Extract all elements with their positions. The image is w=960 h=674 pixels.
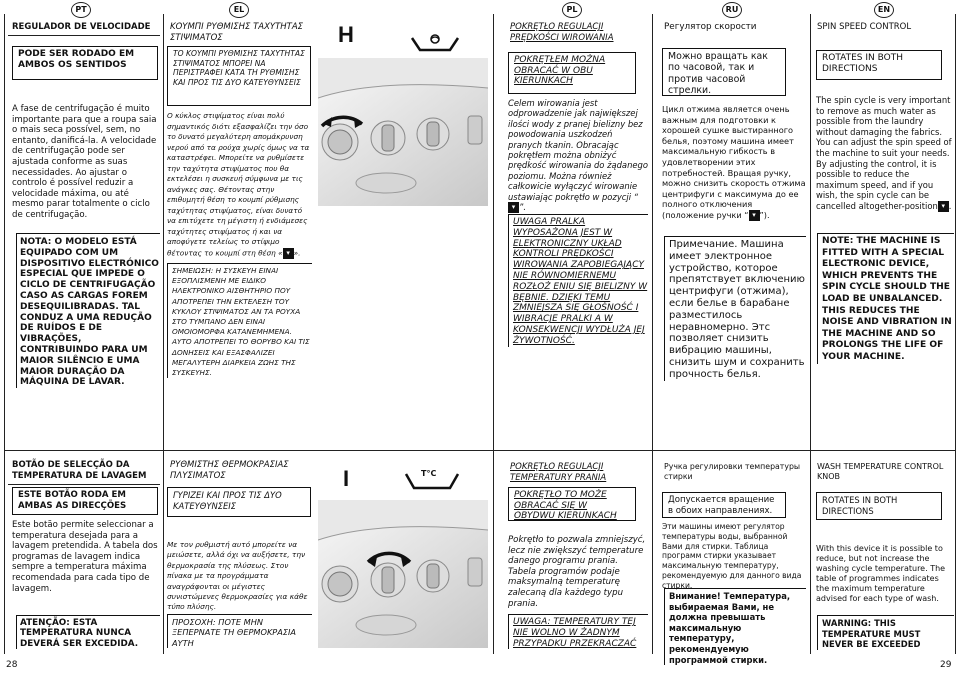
el-spin-box: ΤΟ ΚΟΥΜΠΙ ΡΥΘΜΙΣΗΣ ΤΑΧΥΤΗΤΑΣ ΣΤΙΨΙΜΑΤΟΣ ΜΠΟΡΕΙ ΝΑ ΠΕΡΙΣΤΡΑΦΕΙ ΚΑΤΑ ΤΗ ΡΥΘΜΙΣΗΣ ΚΑΙ ΠΡΟΣ ΤΙΣ ΔΥΟ ΚΑΤΕΥΘΥΝΣΕΙΣ [167,46,311,106]
en-temp-header: WASH TEMPERATURE CONTROL KNOB [817,462,944,481]
lang-badge-ru: RU [722,2,742,18]
spin-off-icon: ▾ [749,210,760,221]
en-spin-note: NOTE: THE MACHINE IS FITTED WITH A SPECIAL ELECTRONIC DEVICE, WHICH PREVENTS THE SPIN CYCLE SHOULD THE LOAD BE UNBALANCED. THIS REDUCES THE NOISE AND VIBRATION IN THE MACHINE AND SO PROLONGS THE LIFE OF YOUR MACHINE. [817,233,954,364]
lang-badge-pl: PL [562,2,582,18]
pl-spin-box: POKRĘTŁEM MOŻNA OBRACAĆ W OBU KIERUNKACH [508,52,636,94]
el-spin-body-text: Ο κύκλος στιψίματος είναι πολύ σημαντικός διότι εξασφαλίζει την όσο το δυνατό μεγαλύτερη απομάκρυνση νερού από τα ρούχα χωρίς όμως να τα καταστρέφει. Μπορείτε να ρυθμίσετε την ταχύτητα στιψίματος που θα εκτελέσει η συσκευή σύμφωνα με τις ανάγκες σας. Θέτοντας στην επιθυμητή θέση το κουμπί ρύθμισης ταχύτητας στιψίματος, είναι δυνατό να επιτύχετε τη μέγιστη ή ενδιάμεσες ταχύτητες στιψίματος ή και να αποφύγετε τελείως το στίψιμο θέτοντας το κουμπί στη θέση « [167,111,310,257]
machine-panel-illustration-bottom [318,500,488,648]
column-divider-4 [810,14,811,654]
el-spin-body-end: ». [293,248,301,257]
spin-off-icon: ▾ [283,248,294,259]
ru-spin-body-text: Цикл отжима является очень важным для подготовки к хорошей сушке выстиранного белья, поэтому машина имеет максимальную гибкость в удовлетворении этих потребностей. Вращая ручку, можно снизить скорость отжима центрифуги с максимума до ее полного отключения (положение ручки “ [662,104,806,220]
en-spin-body [816,95,954,212]
en-spin-body-text: The spin cycle is very important to remove as much water as possible from the laundry without damaging the fabrics. You can adjust the spin speed of the machine to suit your needs. By adjusting the control, it is possible to reduce the maximum speed, and if you wish, the spin cycle can be cancelled altogether-position [816,95,952,211]
section-letter-i: I [343,466,350,491]
en-temp-note: WARNING: THIS TEMPERATURE MUST NEVER BE EXCEEDED [817,615,954,650]
pt-spin-header: REGULADOR DE VELOCIDADE [8,20,160,36]
el-temp-box: ΓΥΡΙΖΕΙ ΚΑΙ ΠΡΟΣ ΤΙΣ ΔΥΟ ΚΑΤΕΥΘΥΝΣΕΙΣ [167,487,311,517]
column-divider-3 [652,14,653,654]
en-spin-header: SPIN SPEED CONTROL [817,22,912,32]
pt-temp-header: BOTÃO DE SELECÇÃO DA TEMPERATURA DE LAVAGEM [8,458,160,485]
page-number-left: 28 [6,660,18,670]
pl-temp-box: POKRĘTŁO TO MOŻE OBRACAĆ SIĘ W OBYDWU KIERUNKACH [508,487,636,521]
pl-spin-body-end: ”. [519,202,527,213]
el-spin-body [167,111,312,259]
el-spin-note: ΣΗΜΕΙΩΣΗ: Η ΣΥΣΚΕΥΗ ΕΙΝΑΙ ΕΞΟΠΛΙΣΜΕΝΗ ΜΕ ΕΙΔΙΚΟ ΗΛΕΚΤΡΟΝΙΚΟ ΑΙΣΘΗΤΗΡΙΟ ΠΟΥ ΑΠΟΤΡΕΠΕΙ ΤΗΝ ΕΚΤΕΛΕΣΗ ΤΟΥ ΚΥΚΛΟΥ ΣΤΙΨΙΜΑΤΟΣ ΑΝ ΤΑ ΡΟΥΧΑ ΣΤΟ ΤΥΜΠΑΝΟ ΔΕΝ ΕΙΝΑΙ ΟΜΟΙΟΜΟΡΦΑ ΚΑΤΑΝΕΜΗΜΕΝΑ. ΑΥΤΟ ΑΠΟΤΡΕΠΕΙ ΤΟ ΘΟΡΥΒΟ ΚΑΙ ΤΙΣ ΔΟΝΗΣΕΙΣ ΚΑΙ ΕΞΑΣΦΑΛΙΖΕΙ ΜΕΓΑΛΥΤΕΡΗ ΔΙΑΡΚΕΙΑ ΖΩΗΣ ΤΗΣ ΣΥΣΚΕΥΗΣ. [167,263,312,378]
column-divider-2 [493,14,494,654]
pt-temp-note: ATENÇÃO: ESTA TEMPERATURA NUNCA DEVERÁ SER EXCEDIDA. [16,615,160,649]
en-temp-body: With this device it is possible to reduce, but not increase the washing cycle temperature. The table of programmes indicates the maximum temperature advised for each type of wash. [816,544,946,603]
ru-spin-header: Регулятор скорости [664,22,757,32]
el-temp-body: Με τον ρυθμιστή αυτό μπορείτε να μειώσετε, αλλά όχι να αυξήσετε, την θερμοκρασία της πλύσεως. Στον πίνακα με τα προγράμματα αναγράφονται οι μέγιστες συνιστώμενες θερμοκρασίες για κάθε τύπο πλύσης. [167,540,308,612]
en-spin-body-end: . [948,200,952,211]
ru-temp-box: Допускается вращение в обоих направлениях. [662,492,786,518]
temperature-symbol-label: T°C [421,469,437,478]
pt-spin-note: NOTA: O MODELO ESTÁ EQUIPADO COM UM DISPOSITIVO ELECTRÓNICO ESPECIAL QUE IMPEDE O CICLO DE CENTRIFUGAÇÃO CASO AS CARGAS FOREM DESEQUILIBRADAS. TAL CONDUZ A UMA REDUÇÃO DE RUÍDOS E DE VIBRAÇÕES, CONTRIBUINDO PARA UM MAIOR SILÊNCIO E UMA MAIOR DURAÇÃO DA MÁQUINA DE LAVAR. [16,233,160,388]
lang-badge-pt: PT [71,2,91,18]
pl-spin-body [508,98,648,213]
lang-badge-el: EL [229,2,249,18]
pl-spin-body-text: Celem wirowania jest odprowadzenie jak największej ilości wody z pranej bielizny bez powodowania uszkodzeń pranych tkanin. Obracając pokrętłem można obniżyć prędkość wirowania do żądanego poziomu. Można również całkowicie wyłączyć wirowanie ustawiając pokrętło w pozycji “ [508,98,648,202]
lang-badge-en: EN [874,2,894,18]
en-temp-box: ROTATES IN BOTH DIRECTIONS [816,492,942,520]
left-border [4,14,5,654]
ru-temp-note: Внимание! Температура, выбираемая Вами, не должна превышать максимальную температуру, рекомендуемую программой стирки. [664,588,806,665]
el-temp-header: ΡΥΘΜΙΣΤΗΣ ΘΕΡΜΟΚΡΑΣΙΑΣ ΠΛΥΣΙΜΑΤΟΣ [170,460,289,481]
spin-off-icon: ▾ [938,201,949,212]
pl-temp-note: UWAGA: TEMPERATURY TEJ NIE WOLNO W ŻADNYM PRZYPADKU PRZEKRACZAĆ [508,614,648,649]
ru-temp-body: Эти машины имеют регулятор температуры воды, выбранной Вами для стирки. Таблица программ стирки указывает максимальную температуру, рекомендуемую для данного вида стирки. [662,522,802,590]
spin-symbol-icon [410,32,460,52]
pl-spin-header: POKRĘTŁO REGULACJI PRĘDKOŚCI WIROWANIA [510,22,614,43]
en-spin-box: ROTATES IN BOTH DIRECTIONS [816,50,942,80]
ru-spin-body [662,104,806,221]
ru-spin-body-end: ”). [759,209,770,220]
column-divider-1 [163,14,164,654]
ru-temp-header: Ручка регулировки температуры стирки [664,462,801,481]
ru-spin-box: Можно вращать как по часовой, так и против часовой стрелки. [662,48,786,96]
section-divider [4,450,956,451]
page-number-right: 29 [940,660,952,670]
pt-spin-box: PODE SER RODADO EM AMBOS OS SENTIDOS [12,46,158,80]
pt-temp-box: ESTE BOTÃO RODA EM AMBAS AS DIRECÇÕES [12,487,158,515]
spin-off-icon: ▾ [508,202,519,213]
machine-panel-illustration-top [318,58,488,206]
section-letter-h: H [338,22,354,47]
temperature-symbol-icon [404,468,460,490]
pt-spin-body: A fase de centrifugação é muito importante para que a roupa saia o mais seca possível, sem, no entanto, danificá-la. A velocidade de centrifugação pode ser ajustada conforme as suas necessidades. Ao ajustar o controlo é possível reduzir a velocidade máxima, ou até mesmo parar totalmente o ciclo de centrifugação. [12,104,157,220]
pl-temp-body: Pokrętło to pozwala zmniejszyć, lecz nie zwiększyć temperature danego programu prania. Tabela programów podaje maksymalną temperaturę zalecaną dla każdego typu prania. [508,535,646,609]
pl-temp-header: POKRĘTŁO REGULACJI TEMPERATURY PRANIA [510,462,607,483]
right-border [955,14,956,654]
el-spin-header: ΚΟΥΜΠΙ ΡΥΘΜΙΣΗΣ ΤΑΧΥΤΗΤΑΣ ΣΤΙΨΙΜΑΤΟΣ [170,22,304,43]
pt-temp-body: Este botão permite seleccionar a temperatura desejada para a lavagem pretendida. A tabela dos programas de lavagem indica sempre a temperatura máxima recomendada para cada tipo de lavagem. [12,520,158,594]
el-temp-note: ΠΡΟΣΟΧΗ: ΠΟΤΕ ΜΗΝ ΞΕΠΕΡΝΑΤΕ ΤΗ ΘΕΡΜΟΚΡΑΣΙΑ ΑΥΤΗ [167,614,312,648]
pl-spin-note: UWAGA PRALKA WYPOSAŻONA JEST W ELEKTRONICZNY UKŁAD KONTROLI PRĘDKOŚCI WIROWANIA ZAPOBIEGAJĄCY NIE RÓWNOMIERNEMU ROZŁOŻ ENIU SIĘ BIELIZNY W BĘBNIE. DZIĘKI TEMU ZMNIEJSZA SIĘ GŁOŚNOŚĆ I WIBRACJE PRALKI A W KONSEKWENCJI WYDŁUŻA JEJ ŻYWOTNOŚĆ. [508,214,648,347]
ru-spin-note: Примечание. Машина имеет электронное устройство, которое препятствует включению центрифуги (отжима), если белье в барабане размеcтилось неравномерно. Этс позволяет снизить вибрацию машины, снизить шум и сохранить прочность белья. [664,236,806,381]
